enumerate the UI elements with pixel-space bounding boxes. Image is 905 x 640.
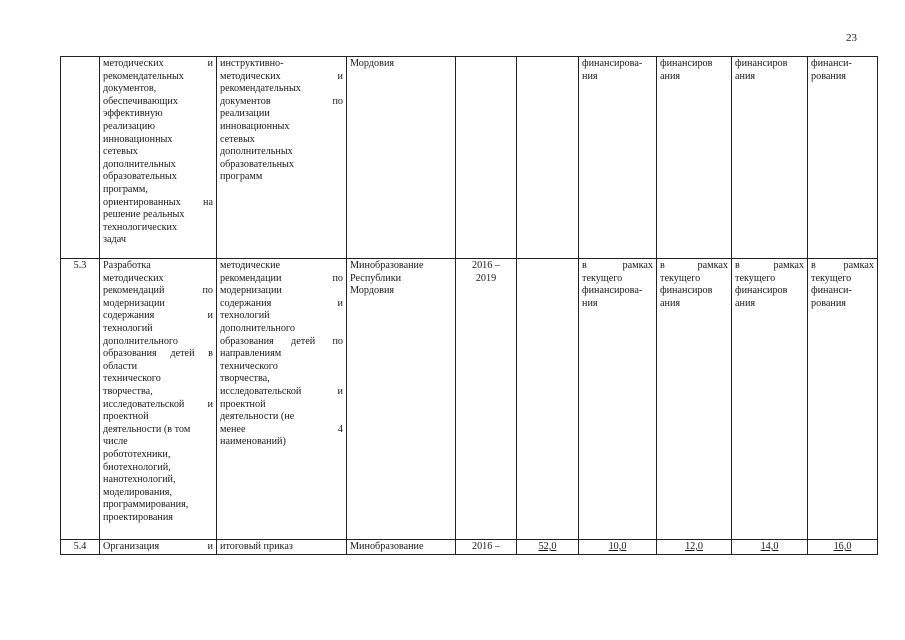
year2-funding-cell: [657, 540, 732, 555]
cell-text-line: ания: [660, 70, 681, 82]
cell-text-line: Минобразование: [350, 541, 424, 552]
cell-text-line: программирования,: [103, 499, 189, 511]
cell-text-line: 12,0: [685, 541, 703, 552]
cell-text-line: методических: [103, 272, 164, 284]
cell-text-line: рования: [811, 297, 846, 309]
cell-text-line: технологических: [103, 221, 178, 233]
result-cell: [217, 259, 347, 540]
cell-text-line: финансирова-: [582, 58, 643, 69]
cell-text-line: образовательных: [103, 171, 177, 183]
total-amount-cell: [517, 259, 579, 540]
cell-text-line: Разработка: [103, 260, 151, 271]
cell-text-line: рекомендательных: [220, 83, 301, 95]
cell-text-line: Организация и: [103, 541, 213, 552]
cell-text-line: ориентированных на: [103, 196, 213, 208]
cell-text-line: технологий: [103, 322, 153, 334]
cell-text-line: образования детей в: [103, 348, 213, 360]
year2-funding-cell: [657, 259, 732, 540]
cell-text-line: робототехники,: [103, 448, 171, 460]
row-number-cell: 5.4: [61, 540, 100, 555]
cell-text-line: программ,: [103, 183, 148, 195]
cell-text-line: документов по: [220, 95, 343, 107]
cell-text-line: ания: [735, 297, 756, 309]
cell-text-line: наименований): [220, 436, 286, 448]
cell-text-line: финансиров: [660, 58, 713, 69]
cell-text-line: инструктивно-: [220, 58, 284, 69]
cell-text-line: реализацию: [103, 120, 155, 132]
cell-text-line: образовательных: [220, 158, 294, 170]
cell-text-line: в рамках: [582, 260, 653, 271]
year3-funding-cell: [732, 259, 808, 540]
cell-text-line: исследовательской и: [220, 385, 343, 397]
cell-text-line: области: [103, 360, 138, 372]
executor-cell: [347, 540, 456, 555]
cell-text-line: текущего: [735, 272, 776, 284]
cell-text-line: рования: [811, 70, 846, 82]
cell-text-line: творчества,: [220, 373, 270, 385]
cell-text-line: программ: [220, 171, 263, 183]
cell-text-line: финанси-: [811, 58, 852, 69]
cell-text-line: 2016 –: [471, 541, 500, 552]
cell-text-line: финансиров: [735, 58, 788, 69]
row-number-cell: [61, 57, 100, 259]
activity-cell: [100, 259, 217, 540]
cell-text-line: методические: [220, 260, 281, 271]
year1-funding-cell: [579, 57, 657, 259]
cell-text-line: технического: [220, 360, 278, 372]
row-number-cell: 5.3: [61, 259, 100, 540]
cell-text-line: эффективную: [103, 108, 163, 120]
cell-text-line: обеспечивающих: [103, 95, 178, 107]
cell-text-line: проектирования: [103, 511, 173, 523]
cell-text-line: дополнительного: [220, 322, 295, 334]
cell-text-line: задач: [103, 234, 126, 246]
period-cell: [456, 259, 517, 540]
year3-funding-cell: [732, 57, 808, 259]
year1-funding-cell: [579, 259, 657, 540]
period-cell: [456, 57, 517, 259]
year3-funding-cell: [732, 540, 808, 555]
cell-text-line: финанси-: [811, 285, 852, 297]
cell-text-line: содержания и: [220, 297, 343, 309]
activity-cell: [100, 540, 217, 555]
period-cell: [456, 540, 517, 555]
cell-text-line: ния: [582, 70, 598, 82]
cell-text-line: числе: [103, 436, 128, 448]
cell-text-line: деятельности (в том: [103, 423, 191, 435]
cell-text-line: ния: [582, 297, 598, 309]
cell-text-line: финансиров: [660, 285, 713, 297]
table-row: [61, 259, 878, 540]
total-amount-cell: 52,0: [517, 540, 579, 555]
cell-text-line: содержания и: [103, 310, 213, 322]
year4-funding-cell: [808, 259, 878, 540]
cell-text-line: нанотехнологий,: [103, 474, 176, 486]
cell-text-line: 16,0: [833, 541, 852, 552]
cell-text-line: инновационных: [220, 120, 290, 132]
cell-text-line: реализации: [220, 108, 270, 120]
page-number: 23: [846, 32, 857, 44]
cell-text-line: в рамках: [735, 260, 804, 271]
cell-text-line: решение реальных: [103, 209, 185, 221]
cell-text-line: направлениям: [220, 348, 282, 360]
cell-text-line: дополнительных: [103, 158, 176, 170]
cell-text-line: исследовательской и: [103, 398, 213, 410]
cell-text-line: модернизации: [103, 297, 165, 309]
cell-text-line: модернизации: [220, 285, 282, 297]
cell-text-line: Минобразование: [350, 260, 424, 271]
cell-text-line: сетевых: [220, 133, 255, 145]
cell-text-line: 2019: [475, 272, 497, 284]
table-row: [61, 57, 878, 259]
cell-text-line: моделирования,: [103, 486, 173, 498]
cell-text-line: образования детей по: [220, 335, 343, 347]
cell-text-line: рекомендательных: [103, 70, 184, 82]
cell-text-line: в рамках: [660, 260, 728, 271]
cell-text-line: сетевых: [103, 146, 138, 158]
cell-text-line: биотехнологий,: [103, 461, 171, 473]
cell-text-line: итоговый приказ: [220, 541, 293, 552]
executor-cell: [347, 259, 456, 540]
cell-text-line: рекомендации по: [220, 272, 343, 284]
total-amount-cell: [517, 57, 579, 259]
cell-text-line: дополнительных: [220, 146, 293, 158]
cell-text-line: рекомендаций по: [103, 285, 213, 297]
cell-text-line: 2016 –: [471, 260, 500, 271]
activity-cell: [100, 57, 217, 259]
result-cell: [217, 540, 347, 555]
cell-text-line: финансирова-: [582, 285, 643, 297]
cell-text-line: ания: [660, 297, 681, 309]
cell-text-line: Мордовия: [350, 58, 395, 69]
program-activities-table: [60, 56, 878, 555]
cell-text-line: инновационных: [103, 133, 173, 145]
year4-funding-cell: [808, 540, 878, 555]
cell-text-line: проектной: [103, 411, 149, 423]
result-cell: [217, 57, 347, 259]
cell-text-line: Республики: [350, 272, 402, 284]
cell-text-line: ания: [735, 70, 756, 82]
year1-funding-cell: [579, 540, 657, 555]
cell-text-line: 14,0: [760, 541, 779, 552]
cell-text-line: документов,: [103, 83, 157, 95]
cell-text-line: деятельности (не: [220, 411, 295, 423]
cell-text-line: текущего: [811, 272, 852, 284]
year2-funding-cell: [657, 57, 732, 259]
cell-text-line: технического: [103, 373, 161, 385]
cell-text-line: текущего: [582, 272, 623, 284]
table-row: [61, 540, 878, 555]
cell-text-line: текущего: [660, 272, 701, 284]
cell-text-line: методических и: [220, 70, 343, 82]
cell-text-line: менее 4: [220, 423, 343, 435]
cell-text-line: проектной: [220, 398, 266, 410]
cell-text-line: технологий: [220, 310, 270, 322]
cell-text-line: финансиров: [735, 285, 788, 297]
cell-text-line: в рамках: [811, 260, 874, 271]
cell-text-line: творчества,: [103, 385, 153, 397]
year4-funding-cell: [808, 57, 878, 259]
cell-text-line: 10,0: [608, 541, 627, 552]
executor-cell: [347, 57, 456, 259]
cell-text-line: методических и: [103, 58, 213, 69]
cell-text-line: дополнительного: [103, 335, 178, 347]
cell-text-line: Мордовия: [350, 285, 395, 297]
